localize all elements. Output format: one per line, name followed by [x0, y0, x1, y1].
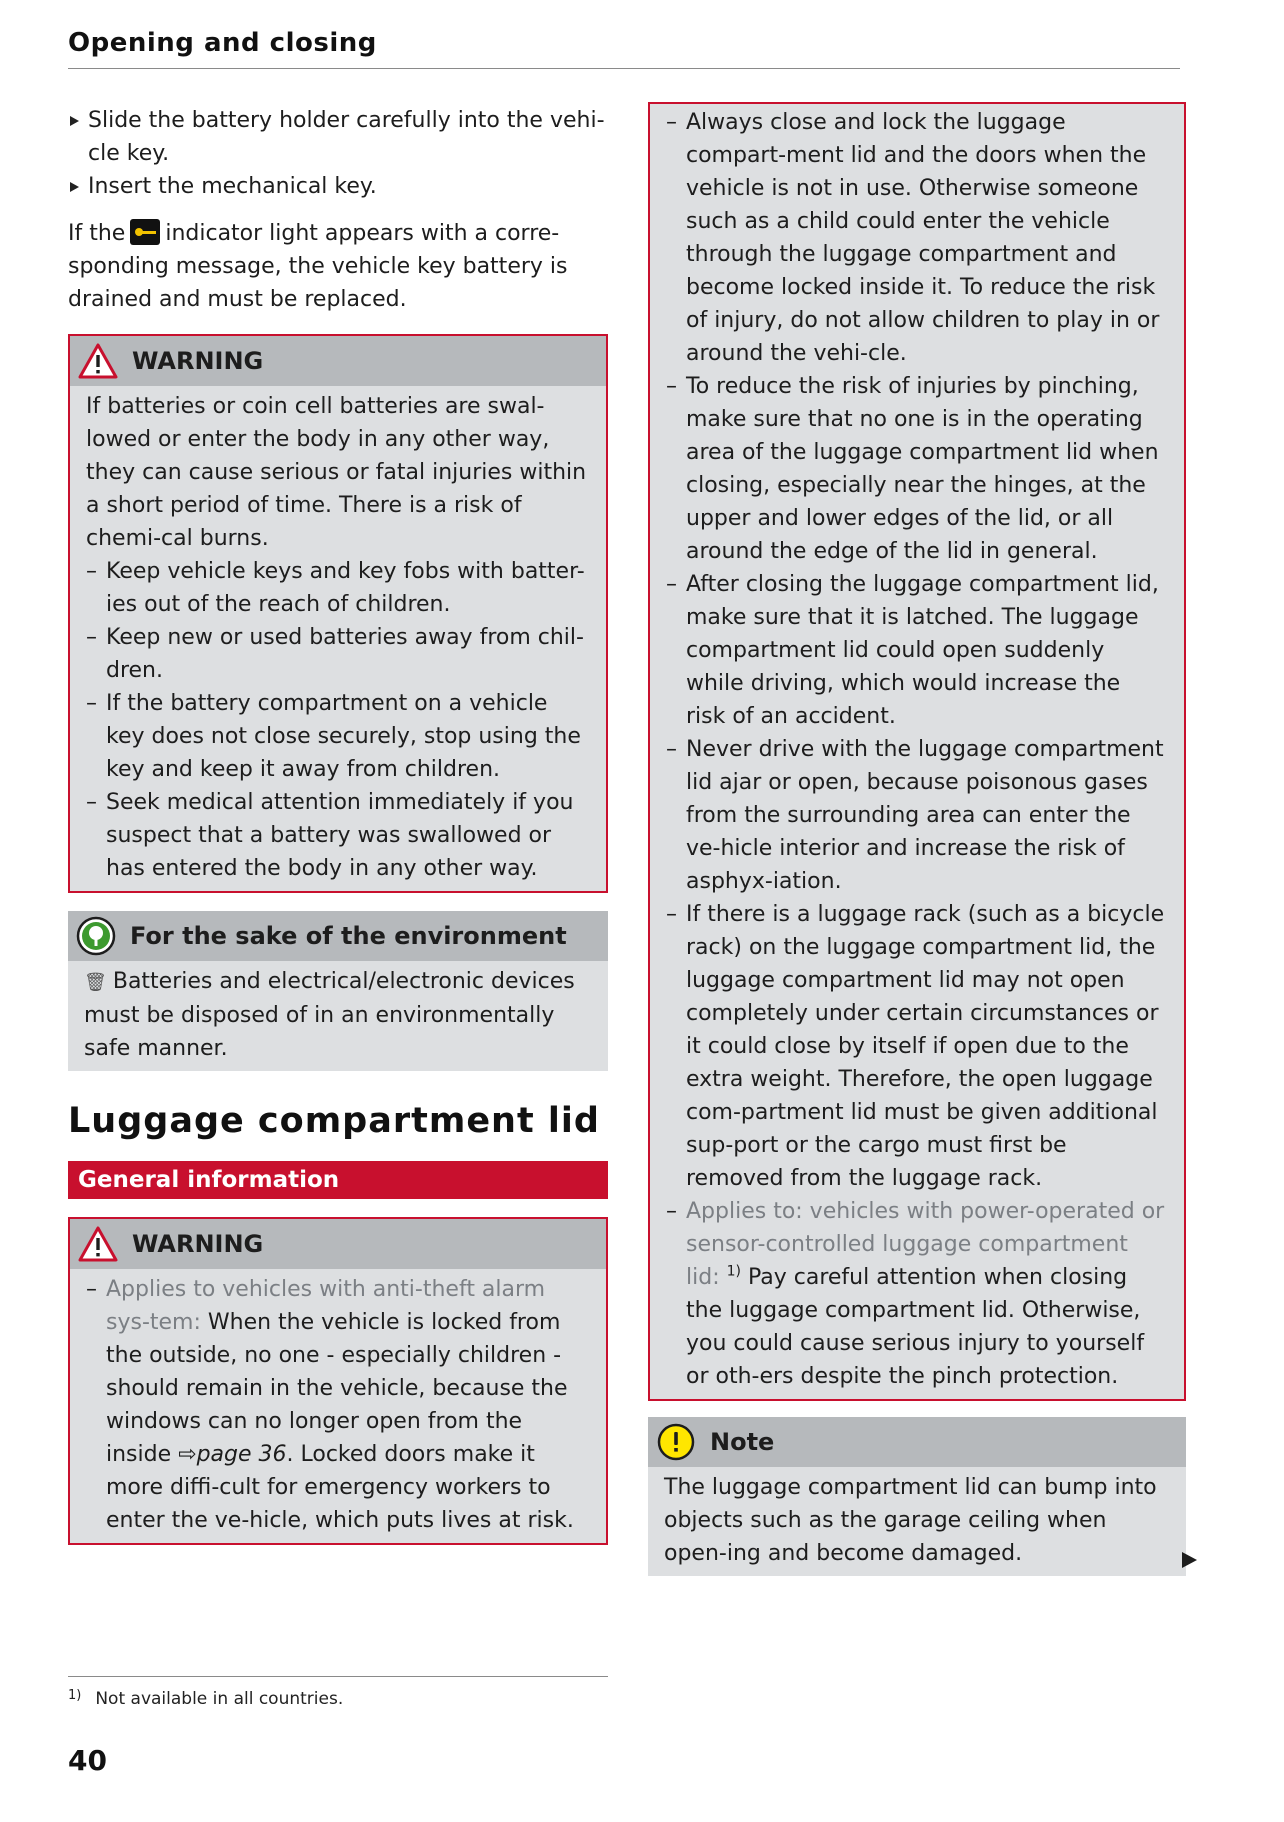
warning-body: [70, 1269, 606, 1543]
note-title: Note: [710, 1428, 775, 1456]
warning-item-text: After closing the luggage compartment lid, make sure that it is latched. The luggage compartment lid could open suddenly while driving, which would increase the risk of an accident.: [686, 572, 1159, 729]
page-header-title: Opening and closing: [68, 28, 377, 58]
dash-mark: –: [666, 902, 677, 927]
warning-item-text: Keep vehicle keys and key fobs with batter-ies out of the reach of children.: [106, 559, 585, 617]
footnote: [68, 1688, 343, 1709]
warning-body: [70, 386, 606, 891]
warning-header: [70, 1219, 606, 1269]
applies-to-text: Applies to vehicles with anti-theft alarm sys-tem:: [106, 1277, 546, 1335]
warning-item: [86, 687, 588, 786]
applies-to-text: Applies to: vehicles with power-operated or sensor-controlled luggage compartment lid:: [686, 1199, 1165, 1290]
note-box: [648, 1417, 1186, 1576]
dash-mark: –: [86, 790, 97, 815]
warning-item: [666, 1195, 1166, 1393]
environment-text: Batteries and electrical/electronic devices must be disposed of in an environmentally safe manner.: [84, 969, 575, 1061]
dash-mark: –: [86, 691, 97, 716]
page-reference-arrow-icon: ⇨: [178, 1442, 197, 1467]
warning-item: [86, 1273, 588, 1537]
indicator-paragraph: [68, 217, 608, 316]
environment-title: For the sake of the environment: [130, 922, 567, 950]
warning-item: [666, 370, 1166, 568]
warning-item: [666, 106, 1166, 370]
warning-item: [666, 898, 1166, 1195]
dash-mark: –: [666, 1199, 677, 1224]
warning-triangle-icon: [78, 343, 118, 379]
continue-arrow-icon: [1182, 1552, 1197, 1568]
dash-mark: –: [666, 572, 677, 597]
warning-box-batteries: [68, 334, 608, 893]
warning-title: WARNING: [132, 347, 264, 375]
dash-mark: –: [86, 1277, 97, 1302]
warning-item-text: When the vehicle is locked from the outside, no one - especially children - should remain in the vehicle, because the windows can no longer open from the inside: [106, 1310, 568, 1467]
warning-item: [86, 621, 588, 687]
footnote-text: Not available in all countries.: [95, 1689, 344, 1709]
page-number: 40: [68, 1744, 107, 1777]
warning-item: [86, 555, 588, 621]
warning-header: [70, 336, 606, 386]
right-column: [648, 102, 1186, 1576]
key-battery-indicator-icon: [130, 219, 160, 245]
dash-mark: –: [86, 559, 97, 584]
warning-item-text: To reduce the risk of injuries by pinching, make sure that no one is in the operating area of the luggage compartment lid when closing, especially near the hinges, at the upper and lower edges of the lid, or all around the edge of the lid in general.: [686, 374, 1159, 564]
warning-title: WARNING: [132, 1230, 264, 1258]
warning-item-text: Never drive with the luggage compartment lid ajar or open, because poisonous gases from the surrounding area can enter the ve-hicle interior and increase the risk of asphyx-iation.: [686, 737, 1164, 894]
header-divider: [68, 68, 1180, 69]
note-header: [648, 1417, 1186, 1467]
footnote-reference[interactable]: 1): [726, 1263, 741, 1280]
warning-item-text: . Locked doors make it more diffi-cult for emergency workers to enter the ve-hicle, which puts lives at risk.: [106, 1442, 574, 1533]
footnote-divider: [68, 1676, 608, 1677]
dash-mark: –: [666, 110, 677, 135]
instruction-step: Insert the mechanical key.: [68, 170, 608, 203]
section-title: Luggage compartment lid: [68, 1101, 600, 1141]
dash-mark: –: [666, 737, 677, 762]
warning-item-text: Seek medical attention immediately if you suspect that a battery was swallowed or has entered the body in any other way.: [106, 790, 574, 881]
exclamation-note-icon: [656, 1422, 696, 1462]
subsection-title: General information: [68, 1161, 608, 1199]
warning-item: [666, 568, 1166, 733]
environment-tree-icon: [76, 916, 116, 956]
warning-item: [666, 733, 1166, 898]
warning-item-text: Keep new or used batteries away from chil-dren.: [106, 625, 584, 683]
page-reference-link[interactable]: page 36: [196, 1442, 287, 1467]
note-text: The luggage compartment lid can bump into objects such as the garage ceiling when open-ing and become damaged.: [664, 1475, 1157, 1566]
indicator-text-before: If the: [68, 221, 126, 246]
environment-header: [68, 911, 608, 961]
warning-triangle-icon: [78, 1226, 118, 1262]
indicator-text-after: indicator light appears with a corre-sponding message, the vehicle key battery is drained and must be replaced.: [68, 221, 568, 312]
warning-item: [86, 786, 588, 885]
environment-body: [68, 961, 608, 1071]
warning-item-text: Always close and lock the luggage compart-ment lid and the doors when the vehicle is not in use. Otherwise someone such as a child could enter the vehicle through the luggage compartment and become locked inside it. To reduce the risk of injury, do not allow children to play in or around the vehi-cle.: [686, 110, 1160, 366]
note-body: [648, 1467, 1186, 1576]
footnote-mark: 1): [68, 1688, 82, 1703]
warning-intro: If batteries or coin cell batteries are swal-lowed or enter the body in any other way, they can cause serious or fatal injuries within a short period of time. There is a risk of chemi-cal burns.: [86, 394, 587, 551]
warning-body: [650, 104, 1184, 1399]
warning-item-text: If the battery compartment on a vehicle key does not close securely, stop using the key and keep it away from children.: [106, 691, 581, 782]
warning-item-text: If there is a luggage rack (such as a bicycle rack) on the luggage compartment lid, the luggage compartment lid may not open completely under certain circumstances or it could close by itself if open due to the extra weight. Therefore, the open luggage com-partment lid must be given additional sup-port or the cargo must first be removed from the luggage rack.: [686, 902, 1165, 1191]
warning-item-text: Pay careful attention when closing the luggage compartment lid. Otherwise, you could cause serious injury to yourself or oth-ers despite the pinch protection.: [686, 1265, 1145, 1389]
warning-box-alarm: [68, 1217, 608, 1545]
warning-box-luggage-continued: [648, 102, 1186, 1401]
crossed-bin-icon: 🗑: [84, 972, 107, 993]
instruction-step: Slide the battery holder carefully into the vehi-cle key.: [68, 104, 608, 170]
dash-mark: –: [666, 374, 677, 399]
dash-mark: –: [86, 625, 97, 650]
left-column: [68, 104, 608, 1545]
environment-box: [68, 911, 608, 1071]
